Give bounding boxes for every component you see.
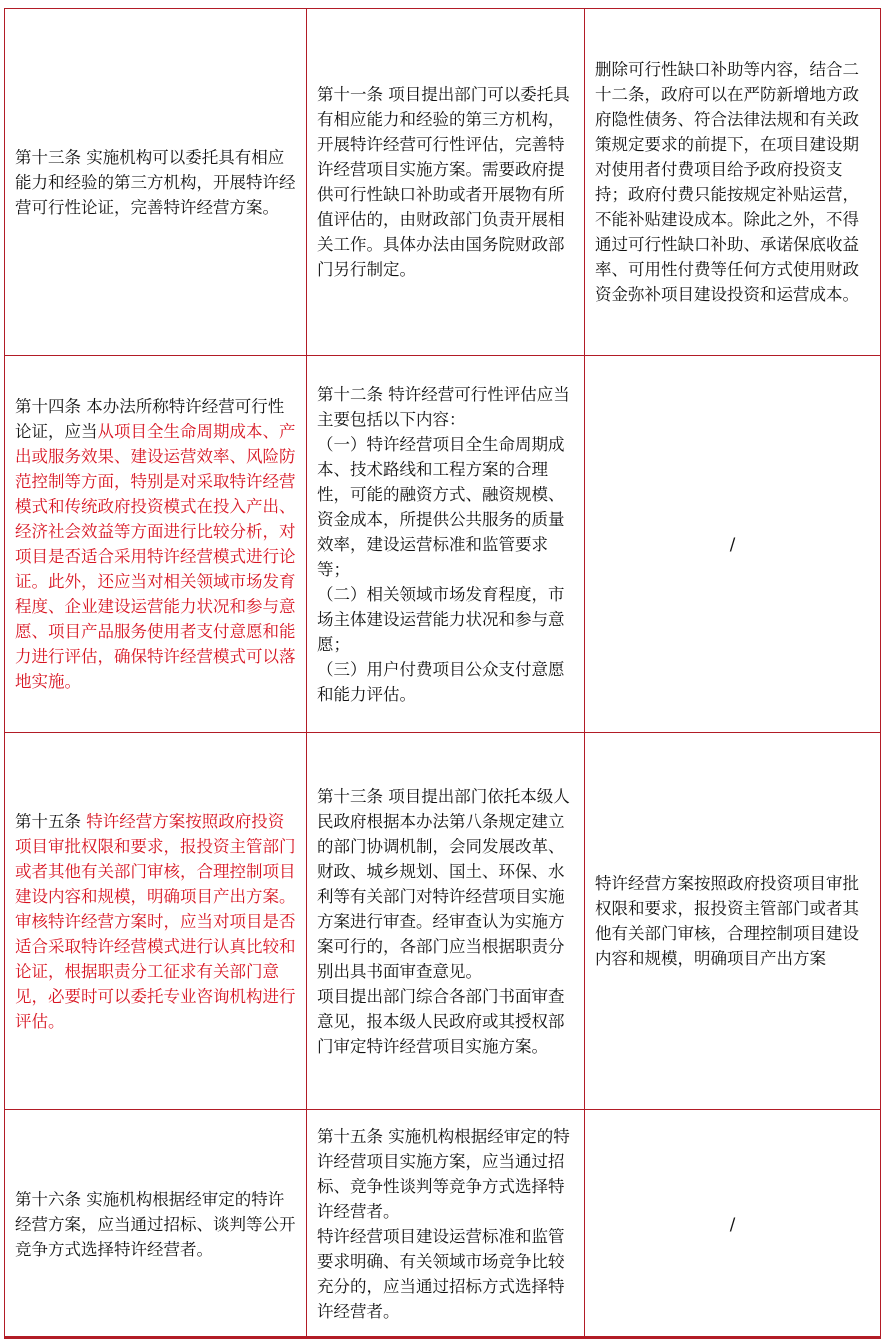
new-article-cell (5, 1110, 307, 1339)
article-paragraph: 第十一条 项目提出部门可以委托具有相应能力和经验的第三方机构，开展特许经营可行性评估，完善特许经营项目实施方案。需要政府提供可行性缺口补助或者开展物有所值评估的，由财政部门负责开展相关工作。具体办法由国务院财政部门另行制定。 (317, 85, 570, 279)
article-paragraph: （一）特许经营项目全生命周期成本、技术路线和工程方案的合理性，可能的融资方式、融资规模、资金成本，所提供公共服务的质量效率，建设运营标准和监管要求等； (317, 434, 565, 579)
highlighted-text: 特许经营方案按照政府投资项目审批权限和要求，报投资主管部门或者其他有关部门审核，合理控制项目建设内容和规模，明确项目产出方案。 (15, 811, 296, 906)
old-article-cell (307, 733, 585, 1110)
table-bottom-border (4, 1336, 880, 1338)
new-article-cell (5, 733, 307, 1110)
table-row (5, 356, 881, 733)
comment-text: 特许经营方案按照政府投资项目审批权限和要求，报投资主管部门或者其他有关部门审核，合理控制项目建设内容和规模，明确项目产出方案 (595, 874, 859, 968)
article-text: 第十四条 本办法所称特许经营可行性论证，应当 (15, 397, 285, 441)
comment-cell (585, 733, 881, 1110)
table-row (5, 733, 881, 1110)
article-paragraph: 第十二条 特许经营可行性评估应当主要包括以下内容： (317, 384, 570, 429)
empty-marker: / (729, 1214, 736, 1234)
comparison-table (4, 8, 881, 1339)
article-text: 第十六条 实施机构根据经审定的特许经营方案，应当通过招标、谈判等公开竞争方式选择特许经营者。 (15, 1189, 296, 1259)
new-article-cell (5, 356, 307, 733)
comment-text: 删除可行性缺口补助等内容，结合二十二条，政府可以在严防新增地方政府隐性债务、符合法律法规和有关政策规定要求的前提下，在项目建设期对使用者付费项目给予政府投资支持；政府付费只能按规定补贴运营，不能补贴建设成本。除此之外，不得通过可行性缺口补助、承诺保底收益率、可用性付费等任何方式使用财政资金弥补项目建设投资和运营成本。 (595, 60, 859, 304)
comment-cell (585, 9, 881, 356)
old-article-cell (307, 9, 585, 356)
highlighted-text: 从项目全生命周期成本、产出或服务效果、建设运营效率、风险防范控制等方面，特别是对采取特许经营模式和传统政府投资模式在投入产出、经济社会效益等方面进行比较分析，对项目是否适合采用特许经营模式进行论证。此外，还应当对相关领域市场发育程度、企业建设运营能力状况和参与意愿、项目产品服务使用者支付意愿和能力进行评估，确保特许经营模式可以落地实施。 (15, 422, 296, 691)
article-paragraph: （三）用户付费项目公众支付意愿和能力评估。 (317, 659, 565, 704)
highlighted-text: 审核特许经营方案时，应当对项目是否适合采取特许经营模式进行认真比较和论证，根据职责分工征求有关部门意见，必要时可以委托专业咨询机构进行评估。 (15, 911, 296, 1031)
comment-cell (585, 1110, 881, 1339)
old-article-cell (307, 1110, 585, 1339)
article-paragraph: 第十三条 项目提出部门依托本级人民政府根据本办法第八条规定建立的部门协调机制，会同发展改革、财政、城乡规划、国土、环保、水利等有关部门对特许经营项目实施方案进行审查。经审查认为实施方案可行的，各部门应当根据职责分别出具书面审查意见。 (317, 786, 570, 981)
table-row (5, 9, 881, 356)
article-paragraph: 特许经营项目建设运营标准和监管要求明确、有关领域市场竞争比较充分的，应当通过招标方式选择特许经营者。 (317, 1227, 565, 1321)
article-paragraph: 项目提出部门综合各部门书面审查意见，报本级人民政府或其授权部门审定特许经营项目实施方案。 (317, 986, 565, 1056)
table-row (5, 1110, 881, 1339)
comment-cell (585, 356, 881, 733)
old-article-cell (307, 356, 585, 733)
article-text: 第十五条 (15, 811, 87, 831)
article-text: 第十三条 实施机构可以委托具有相应能力和经验的第三方机构，开展特许经营可行性论证，完善特许经营方案。 (15, 147, 296, 217)
empty-marker: / (729, 534, 736, 554)
new-article-cell (5, 9, 307, 356)
article-paragraph: 第十五条 实施机构根据经审定的特许经营项目实施方案，应当通过招标、竞争性谈判等竞争方式选择特许经营者。 (317, 1127, 570, 1221)
article-paragraph: （二）相关领域市场发育程度，市场主体建设运营能力状况和参与意愿； (317, 584, 565, 654)
